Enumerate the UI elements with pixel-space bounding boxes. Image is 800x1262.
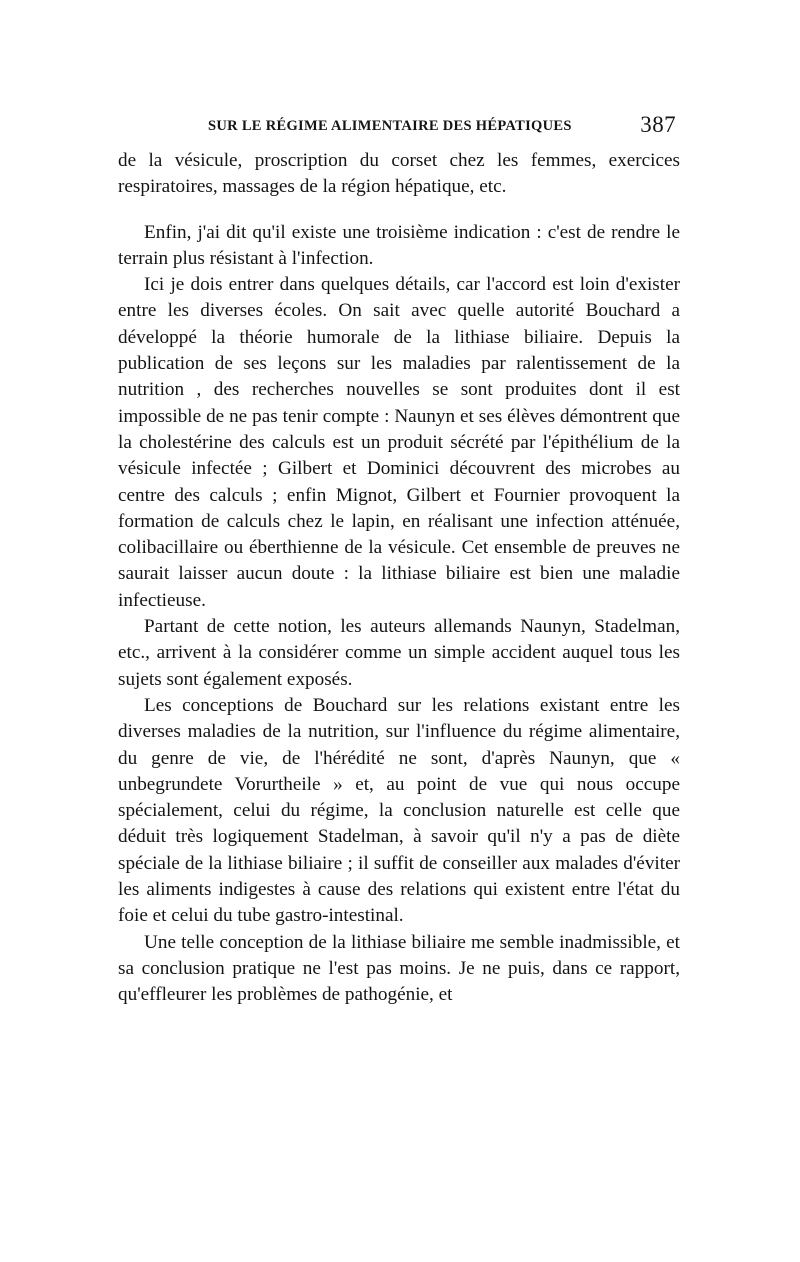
body-text bbox=[118, 148, 680, 1009]
running-head bbox=[118, 112, 680, 142]
running-title: SUR LE RÉGIME ALIMENTAIRE DES HÉPATIQUES bbox=[208, 118, 572, 134]
paragraph-conclusion: Une telle conception de la lithiase biliaire me semble inadmissible, et sa conclusion pratique ne l'est pas moins. Je ne puis, dans ce rapport, qu'effleurer les problèmes de pathogénie, et bbox=[118, 931, 680, 1006]
paragraph-third-indication: Enfin, j'ai dit qu'il existe une troisième indication : c'est de rendre le terrain plus résistant à l'infection. bbox=[118, 221, 680, 269]
paragraph-continuation: de la vésicule, proscription du corset chez les femmes, exercices respiratoires, massages de la région hépatique, etc. bbox=[118, 150, 680, 198]
book-page bbox=[118, 112, 680, 1009]
paragraph-bouchard-conceptions: Les conceptions de Bouchard sur les relations existant entre les diverses maladies de la nutrition, sur l'influence du régime alimentaire, du genre de vie, de l'hérédité ne sont, d'après Naunyn, que « unbegrundete Vorurtheile » et, au point de vue qui nous occupe spécialement, celui du régime, la conclusion naturelle est celle que déduit très logiquement Stadelman, à savoir qu'il n'y a pas de diète spéciale de la lithiase biliaire ; il suffit de conseiller aux malades d'éviter les aliments indigestes à cause des relations qui existent entre l'état du foie et celui du tube gastro-intestinal. bbox=[118, 694, 680, 927]
paragraph-german-authors: Partant de cette notion, les auteurs allemands Naunyn, Stadelman, etc., arrivent à la considérer comme un simple accident auquel tous les sujets sont également exposés. bbox=[118, 616, 680, 690]
page-number: 387 bbox=[640, 112, 676, 137]
paragraph-infection-theories: Ici je dois entrer dans quelques détails, car l'accord est loin d'exister entre les diverses écoles. On sait avec quelle autorité Bouchard a développé la théorie humorale de la lithiase biliaire. Depuis la publication de ses leçons sur les maladies par ralentissement de la nutrition , des recherches nouvelles se sont produites dont il est impossible de ne pas tenir compte : Naunyn et ses élèves démontrent que la cholestérine des calculs est un produit sécrété par l'épithélium de la vésicule infectée ; Gilbert et Dominici découvrent des microbes au centre des calculs ; enfin Mignot, Gilbert et Fournier provoquent la formation de calculs chez le lapin, en réalisant une infection atténuée, colibacillaire ou éberthienne de la vésicule. Cet ensemble de preuves ne saurait laisser aucun doute : la lithiase biliaire est bien une maladie infectieuse. bbox=[118, 274, 680, 611]
